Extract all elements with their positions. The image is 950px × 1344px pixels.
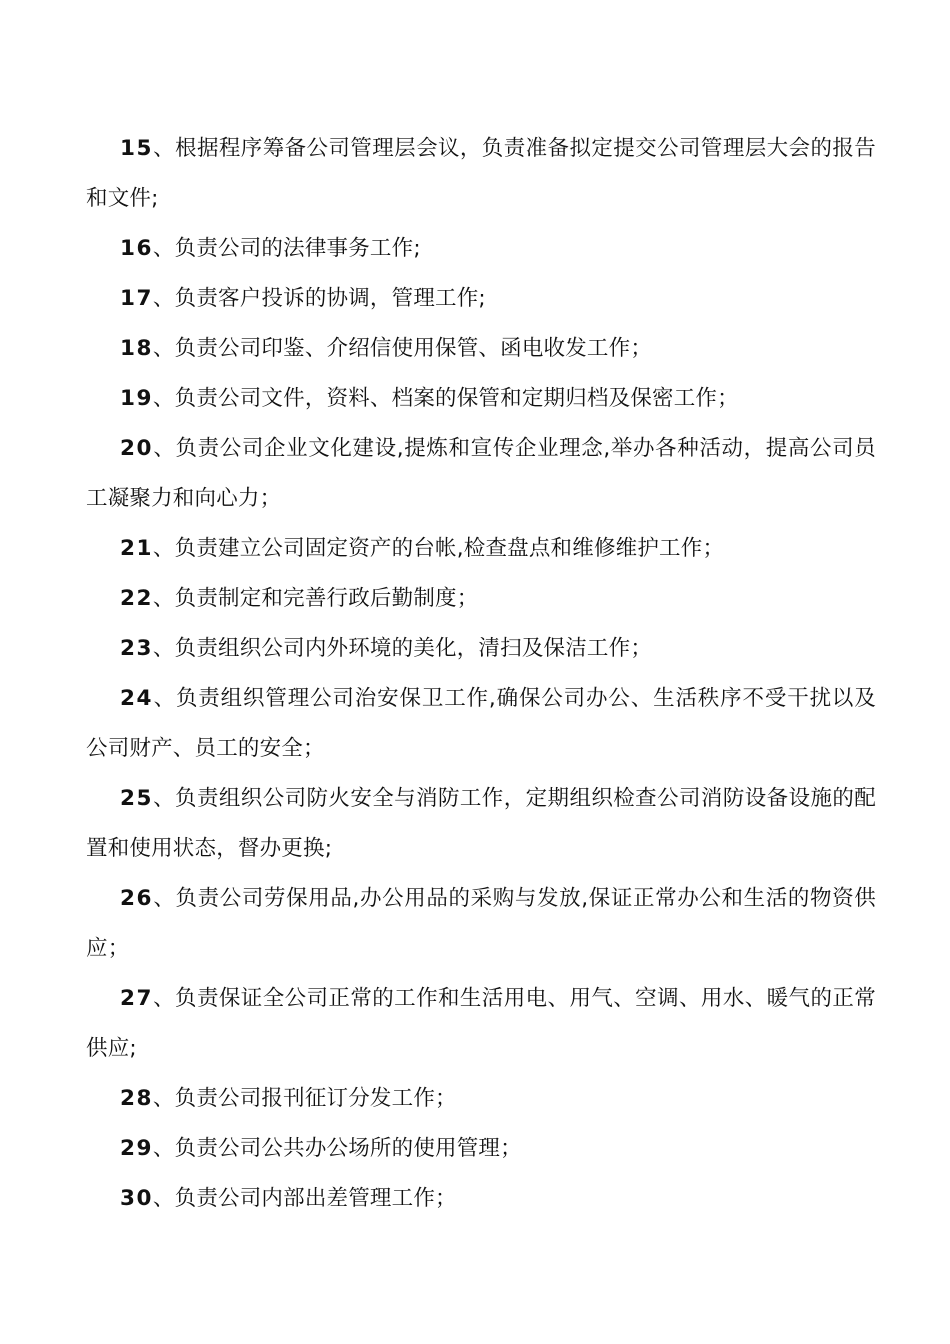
- item-text: 负责公司文件，资料、档案的保管和定期归档及保密工作；: [174, 386, 739, 411]
- item-separator: 、: [152, 686, 176, 711]
- item-text: 负责公司公共办公场所的使用管理；: [174, 1136, 522, 1161]
- item-text: 负责公司劳保用品,办公用品的采购与发放,保证正常办公和生活的物资供应；: [86, 886, 876, 961]
- item-separator: 、: [152, 286, 175, 311]
- list-item: [86, 274, 876, 324]
- item-number: 23: [120, 636, 153, 661]
- item-separator: 、: [152, 886, 176, 911]
- item-number: 30: [120, 1186, 153, 1211]
- item-separator: 、: [152, 236, 175, 261]
- list-item: [86, 574, 876, 624]
- item-number: 17: [120, 286, 153, 311]
- item-separator: 、: [152, 986, 176, 1011]
- item-number: 28: [120, 1086, 153, 1111]
- list-item: [86, 224, 876, 274]
- list-item: [86, 874, 876, 974]
- item-number: 19: [120, 386, 153, 411]
- item-text: 负责组织公司内外环境的美化，清扫及保洁工作；: [174, 636, 653, 661]
- item-separator: 、: [152, 136, 176, 161]
- item-separator: 、: [152, 536, 175, 561]
- item-number: 21: [120, 536, 153, 561]
- item-number: 20: [120, 436, 153, 461]
- item-text: 负责制定和完善行政后勤制度；: [174, 586, 479, 611]
- item-separator: 、: [152, 386, 175, 411]
- item-text: 负责建立公司固定资产的台帐,检查盘点和维修维护工作；: [174, 536, 725, 561]
- list-item: [86, 974, 876, 1074]
- item-number: 16: [120, 236, 153, 261]
- list-item: [86, 1174, 876, 1224]
- list-item: [86, 624, 876, 674]
- list-item: [86, 1074, 876, 1124]
- list-item: [86, 524, 876, 574]
- item-text: 负责公司内部出差管理工作；: [174, 1186, 457, 1211]
- item-text: 负责保证全公司正常的工作和生活用电、用气、空调、用水、暖气的正常供应;: [86, 986, 876, 1061]
- item-separator: 、: [152, 636, 175, 661]
- item-number: 22: [120, 586, 153, 611]
- list-item: [86, 124, 876, 224]
- item-separator: 、: [152, 436, 176, 461]
- item-text: 负责组织公司防火安全与消防工作，定期组织检查公司消防设备设施的配置和使用状态，督办更换;: [86, 786, 876, 861]
- list-item: [86, 424, 876, 524]
- item-separator: 、: [152, 1136, 175, 1161]
- item-number: 27: [120, 986, 153, 1011]
- item-text: 负责公司印鉴、介绍信使用保管、函电收发工作；: [174, 336, 653, 361]
- item-number: 18: [120, 336, 153, 361]
- item-separator: 、: [152, 336, 175, 361]
- item-separator: 、: [152, 1086, 175, 1111]
- item-text: 负责公司的法律事务工作;: [174, 236, 421, 261]
- item-number: 25: [120, 786, 153, 811]
- list-item: [86, 374, 876, 424]
- item-number: 15: [120, 136, 153, 161]
- item-number: 29: [120, 1136, 153, 1161]
- list-item: [86, 774, 876, 874]
- item-text: 负责公司企业文化建设,提炼和宣传企业理念,举办各种活动，提高公司员工凝聚力和向心力；: [86, 436, 876, 511]
- item-separator: 、: [152, 1186, 175, 1211]
- item-text: 负责组织管理公司治安保卫工作,确保公司办公、生活秩序不受干扰以及公司财产、员工的安全；: [86, 686, 876, 761]
- duty-list: [86, 124, 876, 1224]
- list-item: [86, 324, 876, 374]
- item-separator: 、: [152, 786, 176, 811]
- item-text: 负责公司报刊征订分发工作；: [174, 1086, 457, 1111]
- item-number: 24: [120, 686, 153, 711]
- list-item: [86, 1124, 876, 1174]
- list-item: [86, 674, 876, 774]
- item-text: 根据程序筹备公司管理层会议，负责准备拟定提交公司管理层大会的报告和文件;: [86, 136, 876, 211]
- item-text: 负责客户投诉的协调，管理工作;: [174, 286, 486, 311]
- item-number: 26: [120, 886, 153, 911]
- item-separator: 、: [152, 586, 175, 611]
